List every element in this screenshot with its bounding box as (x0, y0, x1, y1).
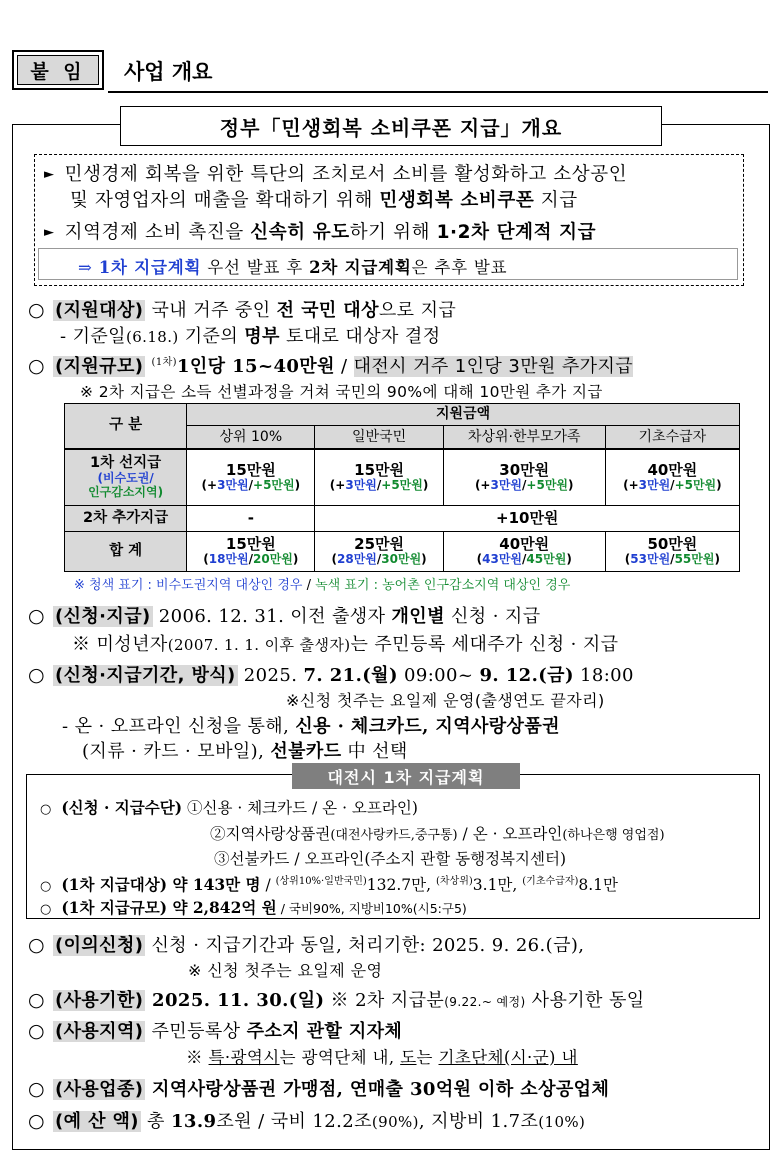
table-cell: 15만원 (18만원/20만원) (187, 532, 315, 572)
period-note: ※신청 첫주는 요일제 운영(출생연도 끝자리) (286, 691, 605, 710)
period-method-line-2: (지류 · 카드 · 모바일), 선불카드 中 선택 (82, 741, 408, 762)
application-note: ※ 미성년자(2007. 1. 1. 이후 출생자)는 주민등록 세대주가 신청 · 지급 (72, 634, 619, 655)
main-title: 정부「민생회복 소비쿠폰 지급」개요 (120, 106, 662, 146)
daejeon-means-line-1: ○ (신청 · 지급수단) ①신용 · 체크카드 / 온 · 오프라인) (40, 798, 418, 817)
triangle-bullet-icon: ► (44, 225, 55, 240)
table-cell: +10만원 (315, 506, 740, 532)
circle-bullet-icon: ○ (28, 934, 45, 956)
table-cell: 15만원 (+3만원/+5만원) (187, 449, 315, 506)
table-header-low-income: 차상위·한부모가족 (443, 426, 605, 449)
arrow-icon: ⇒ (78, 258, 93, 277)
table-header-basic-recipient: 기초수급자 (605, 426, 739, 449)
objection-note: ※ 신청 첫주는 요일제 운영 (188, 961, 383, 980)
usage-area-note: ※ 특·광역시는 광역단체 내, 도는 기초단체(시·군) 내 (186, 1048, 578, 1067)
scale-note: ※ 2차 지급은 소득 선별과정을 거쳐 국민의 90%에 대해 10만원 추가 지급 (80, 383, 603, 401)
small-circle-bullet-icon: ○ (40, 902, 52, 917)
table-cell: 40만원 (+3만원/+5만원) (605, 449, 739, 506)
circle-bullet-icon: ○ (28, 355, 45, 377)
objection-line: ○ (이의신청) 신청 · 지급기간과 동일, 처리기한: 2025. 9. 26.(금), (28, 934, 585, 956)
table-row-total-label: 합 계 (65, 532, 187, 572)
summary-bullet-1-line-2: 및 자영업자의 매출을 확대하기 위해 민생회복 소비쿠폰 지급 (70, 190, 578, 211)
summary-bullet-2: ► 지역경제 소비 촉진을 신속히 유도하기 위해 1·2차 단계적 지급 (44, 222, 597, 243)
objection-label: (이의신청) (54, 935, 144, 956)
period-line: ○ (신청·지급기간, 방식) 2025. 7. 21.(월) 09:00~ 9. 12.(금) 18:00 (28, 664, 634, 686)
circle-bullet-icon: ○ (28, 989, 45, 1011)
scale-label: (지원규모) (54, 356, 144, 377)
header-divider (108, 91, 768, 93)
usage-deadline-line: ○ (사용기한) 2025. 11. 30.(일) ※ 2차 지급분(9.22.~ 예정) 사용기한 동일 (28, 989, 645, 1011)
small-circle-bullet-icon: ○ (40, 802, 52, 817)
summary-bullet-1-line-1: ► 민생경제 회복을 위한 특단의 조치로서 소비를 활성화하고 소상공인 (44, 164, 628, 185)
table-cell: 40만원 (43만원/45만원) (443, 532, 605, 572)
period-method-line-1: - 온 · 오프라인 신청을 통해, 신용 · 체크카드, 지역사랑상품권 (62, 716, 560, 737)
small-circle-bullet-icon: ○ (40, 879, 52, 895)
table-header-category: 구 분 (65, 404, 187, 449)
header-tag-box (12, 50, 104, 90)
usage-area-line: ○ (사용지역) 주민등록상 주소지 관할 지자체 (28, 1020, 403, 1042)
table-cell: 15만원 (+3만원/+5만원) (315, 449, 443, 506)
eligibility-label: (지원대상) (54, 300, 144, 321)
support-amount-table (64, 403, 740, 572)
usage-business-line: ○ (사용업종) 지역사랑상품권 가맹점, 연매출 30억원 이하 소상공업체 (28, 1078, 610, 1100)
daejeon-extra-highlight: 대전시 거주 1인당 3만원 추가지급 (353, 356, 634, 377)
circle-bullet-icon: ○ (28, 1020, 45, 1042)
triangle-bullet-icon: ► (44, 167, 55, 182)
table-header-top10: 상위 10% (187, 426, 315, 449)
table-cell: 30만원 (+3만원/+5만원) (443, 449, 605, 506)
budget-line: ○ (예 산 액) 총 13.9조원 / 국비 12.2조(90%), 지방비 1.7조(10%) (28, 1110, 586, 1132)
table-cell: - (187, 506, 315, 532)
scale-line: ○ (지원규모) $^{(1차)}$1인당 15~40만원 / 대전시 거주 1인당 3만원 추가지급 (28, 355, 634, 377)
circle-bullet-icon: ○ (28, 664, 45, 686)
application-line: ○ (신청·지급) 2006. 12. 31. 이전 출생자 개인별 신청 · 지급 (28, 605, 541, 627)
circle-bullet-icon: ○ (28, 1078, 45, 1100)
usage-area-label: (사용지역) (54, 1021, 144, 1042)
table-cell: 50만원 (53만원/55만원) (605, 532, 739, 572)
budget-label: (예 산 액) (54, 1111, 139, 1132)
header-tag: 붙 임 (17, 55, 99, 85)
table-row-second-payment-label: 2차 추가지급 (65, 506, 187, 532)
application-label: (신청·지급) (54, 606, 151, 627)
usage-business-label: (사용업종) (54, 1079, 144, 1100)
circle-bullet-icon: ○ (28, 605, 45, 627)
summary-note: ⇒ 1차 지급계획 우선 발표 후 2차 지급계획은 추후 발표 (78, 258, 508, 277)
table-row-first-payment-label: 1차 선지급 (비수도권/ 인구감소지역) (65, 449, 187, 506)
usage-deadline-label: (사용기한) (54, 990, 144, 1011)
table-cell: 25만원 (28만원/30만원) (315, 532, 443, 572)
table-legend: ※ 청색 표기 : 비수도권지역 대상인 경우 / 녹색 표기 : 농어촌 인구감소지역 대상인 경우 (74, 578, 571, 593)
daejeon-target-line: ○ (1차 지급대상) 약 143만 명 / $^{(상위10\%\cdot 일반국민)}$132.7만, $^{(차상위)}$3.1만, $^{(기초수급자)}$8.1만 (40, 875, 618, 895)
table-header-amount: 지원금액 (187, 404, 740, 426)
header-title: 사업 개요 (124, 60, 213, 84)
eligibility-sub-line: - 기준일(6.18.) 기준의 명부 토대로 대상자 결정 (60, 326, 441, 347)
daejeon-means-line-3: ③선불카드 / 오프라인(주소지 관할 동행정복지센터) (214, 850, 566, 868)
table-header-general: 일반국민 (315, 426, 443, 449)
eligibility-line: ○ (지원대상) 국내 거주 중인 전 국민 대상으로 지급 (28, 299, 457, 321)
daejeon-scale-line: ○ (1차 지급규모) 약 2,842억 원 / 국비90%, 지방비10%(시5:구5) (40, 898, 467, 917)
circle-bullet-icon: ○ (28, 299, 45, 321)
circle-bullet-icon: ○ (28, 1110, 45, 1132)
daejeon-means-line-2: ②지역사랑상품권(대전사랑카드,중구통) / 온 · 오프라인(하나은행 영업점) (210, 825, 665, 843)
daejeon-plan-title: 대전시 1차 지급계획 (292, 763, 520, 789)
period-label: (신청·지급기간, 방식) (54, 665, 236, 686)
